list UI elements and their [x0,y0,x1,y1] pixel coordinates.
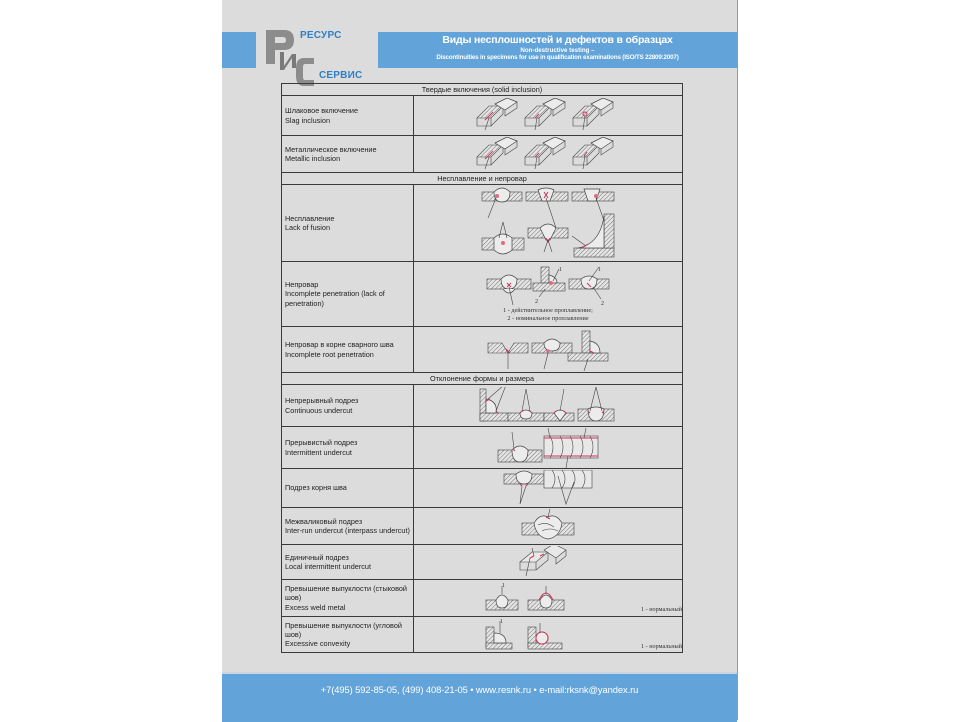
table-row [282,469,683,508]
defect-name-cell [282,617,414,653]
page-subtitle: Non-destructive testing – [520,46,595,54]
slag-inclusion-illustration [473,98,623,134]
defect-name-ru: Подрез корня шва [285,483,347,493]
callout-label-1: 1 [502,583,506,589]
defect-name-cell [282,545,414,580]
incomplete-root-penetration-illustration [486,329,610,371]
defect-illustration-cell [414,469,683,508]
table-row [282,508,683,545]
page-subtitle-standard: Discontinuities in specimens for use in qualification examinations (ISO/TS 22809:2007) [436,53,679,61]
section-header-row [282,173,683,185]
defect-name-ru: Металлическое включение [285,144,377,154]
metallic-inclusion-illustration [473,137,623,171]
defect-name-en: Slag inclusion [285,115,331,125]
defect-illustration-cell [414,96,683,136]
defect-name-ru: Шлаковое включение [285,106,359,116]
callout-label-2: 2 [535,299,538,306]
header-accent-block [222,32,256,68]
defect-name-cell [282,262,414,327]
defect-name-en: Incomplete penetration (lack of penetration) [285,289,385,308]
lack-of-fusion-illustration [478,186,618,260]
defect-name-en: Excessive convexity [285,639,351,649]
defect-name-en: Inter-run undercut (interpass undercut) [285,526,410,535]
callout-label-1: 1 [500,618,504,625]
table-row [282,262,683,327]
table-row [282,136,683,173]
defect-name-cell [282,185,414,262]
local-undercut-illustration [518,546,578,578]
defect-name-cell [282,136,414,173]
defect-name-ru: Единичный подрез [285,552,349,562]
defect-illustration-cell [414,185,683,262]
defect-name-ru: Прерывистый подрез [285,438,358,448]
section-title: Твердые включения (solid inclusion) [282,84,683,96]
defect-name-ru: Превышение выпуклости (стыковой шов) [285,584,407,603]
excess-weld-metal-illustration [484,582,568,614]
section-title: Несплавление и непровар [282,173,683,185]
section-header-row [282,84,683,96]
defect-illustration-cell [414,136,683,173]
defect-name-cell [282,96,414,136]
excessive-convexity-illustration [484,619,568,651]
defect-name-ru: Межваликовый подрез [285,516,363,526]
defect-illustration-cell [414,545,683,580]
document-page [222,0,738,720]
callout-label-1: 1 [559,267,562,274]
logo-text-resurs: РЕСУРС [300,30,342,41]
defect-name-ru: Несплавление [285,213,335,223]
defect-name-ru: Непрерывный подрез [285,396,359,406]
table-row [282,185,683,262]
defect-name-en: Continuous undercut [285,405,353,415]
defect-name-en: Metallic inclusion [285,154,341,163]
section-header-row [282,373,683,385]
defect-name-ru: Непровар в корне сварного шва [285,340,394,350]
callout-label-2b: 2 [601,301,604,308]
defect-name-ru: Непровар [285,280,319,290]
defect-illustration-cell [414,617,683,653]
defect-name-cell [282,469,414,508]
defect-illustration-cell [414,508,683,545]
diagram-note-1: 1 - действительное проплавление; [503,307,593,315]
inter-run-undercut-illustration [520,509,576,543]
contact-info: +7(495) 592-85-05, (499) 408-21-05 • www.resnk.ru • e-mail:rksnk@yandex.ru [320,684,639,695]
table-row [282,580,683,617]
logo-text-servis: СЕРВИС [319,70,363,81]
company-logo [262,24,376,88]
defect-illustration-cell [414,262,683,327]
diagram-note: 1 - нормальный [640,606,682,614]
diagram-note: 1 - нормальный [640,642,682,650]
table-row [282,617,683,653]
table-row [282,385,683,427]
defects-table [281,83,683,653]
table-row [282,96,683,136]
defect-name-cell [282,508,414,545]
footer-bar [222,672,737,722]
defect-illustration-cell [414,580,683,617]
defect-name-en: Local intermittent undercut [285,562,371,571]
defect-illustration-cell [414,327,683,373]
defect-name-ru: Превышение выпуклости (угловой шов) [285,620,402,639]
page-title: Виды несплошностей и дефектов в образцах [442,34,673,46]
defect-name-en: Excess weld metal [285,602,346,612]
section-title: Отклонение формы и размера [282,373,683,385]
defect-name-en: Intermittent undercut [285,447,352,457]
continuous-undercut-illustration [478,387,618,425]
incomplete-penetration-illustration [485,265,611,307]
root-undercut-illustration [502,470,594,506]
table-row [282,327,683,373]
defect-name-cell [282,580,414,617]
defect-name-en: Lack of fusion [285,223,331,232]
defect-name-en: Incomplete root penetration [285,349,374,359]
callout-label-1b: 1 [598,267,601,274]
intermittent-undercut-illustration [496,428,600,468]
defect-name-cell [282,327,414,373]
header-banner [378,32,737,68]
diagram-note-2: 2 - номинальное проплавление [507,315,589,322]
defect-illustration-cell [414,427,683,469]
defect-name-cell [282,385,414,427]
defect-illustration-cell [414,385,683,427]
defect-name-cell [282,427,414,469]
table-row [282,545,683,580]
table-row [282,427,683,469]
